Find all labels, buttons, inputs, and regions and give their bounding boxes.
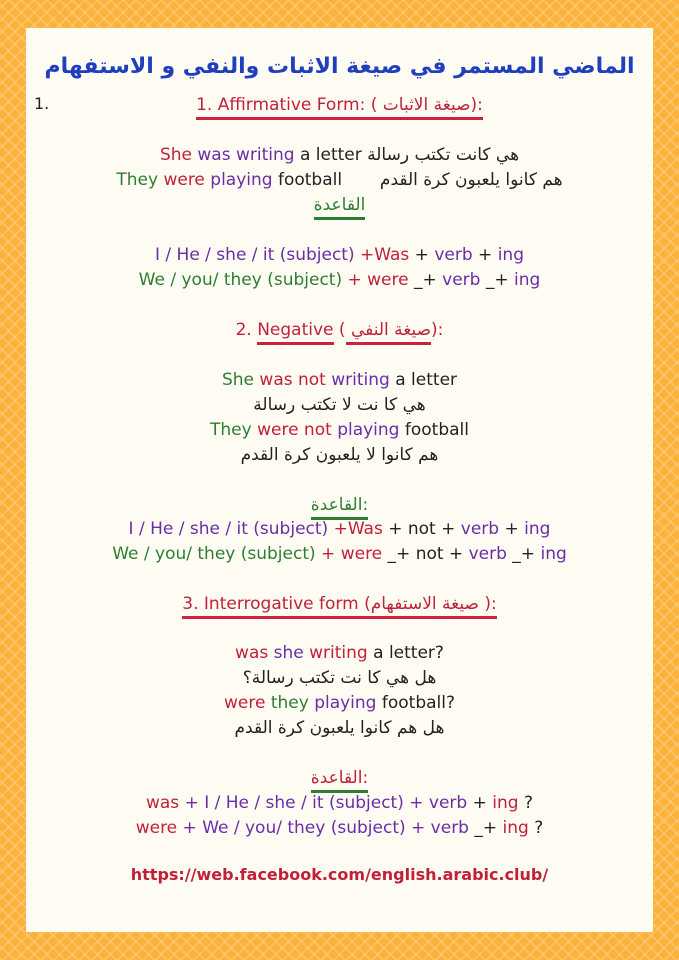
interrogative-example-1: was she writing a letter? — [235, 643, 444, 663]
affirmative-example-2: They were playing football هم كانوا يلعبون كرة القدم — [116, 170, 563, 190]
item-number: 1. — [34, 94, 50, 113]
affirmative-example-1: She was writing a letter هي كانت تكتب رسالة — [159, 145, 520, 165]
interrogative-example-2: were they playing football? — [223, 693, 456, 713]
affirmative-rule-1: I / He / she / it (subject) +Was + verb + ing — [154, 245, 524, 265]
interrogative-example-1-arabic: هل هي كا نت تكتب رسالة؟ — [242, 668, 437, 688]
interrogative-rule-2: were + We / you/ they (subject) + verb _+ ing ? — [135, 818, 544, 838]
interrogative-rule-1: was + I / He / she / it (subject) + verb + ing ? — [145, 793, 534, 813]
negative-example-1: She was not writing a letter — [221, 370, 458, 390]
affirmative-rule-2: We / you/ they (subject) + were _+ verb _+ ing — [138, 270, 541, 290]
document-page — [26, 28, 653, 932]
negative-example-2-arabic: هم كانوا لا يلعبون كرة القدم — [240, 445, 439, 465]
interrogative-heading: 3. Interrogative form (صيغة الاستفهام ): — [26, 593, 653, 615]
interrogative-example-2-arabic: هل هم كانوا يلعبون كرة القدم — [234, 718, 445, 738]
affirmative-rule-label: القاعدة — [26, 194, 653, 216]
negative-rule-2: We / you/ they (subject) + were _+ not + verb _+ ing — [112, 544, 567, 564]
negative-example-1-arabic: هي كا نت لا تكتب رسالة — [253, 395, 426, 415]
page-title: الماضي المستمر في صيغة الاثبات والنفي و الاستفهام — [44, 54, 635, 79]
negative-heading: 2. Negative ( صيغة النفي): — [26, 319, 653, 341]
facebook-link[interactable]: https://web.facebook.com/english.arabic.club/ — [130, 865, 549, 884]
negative-rule-label: القاعدة: — [26, 494, 653, 516]
negative-rule-1: I / He / she / it (subject) +Was + not + verb + ing — [128, 519, 551, 539]
negative-example-2: They were not playing football — [210, 420, 469, 440]
interrogative-rule-label: القاعدة: — [26, 767, 653, 789]
affirmative-heading: 1. Affirmative Form: ( صيغة الاثبات): — [26, 94, 653, 116]
